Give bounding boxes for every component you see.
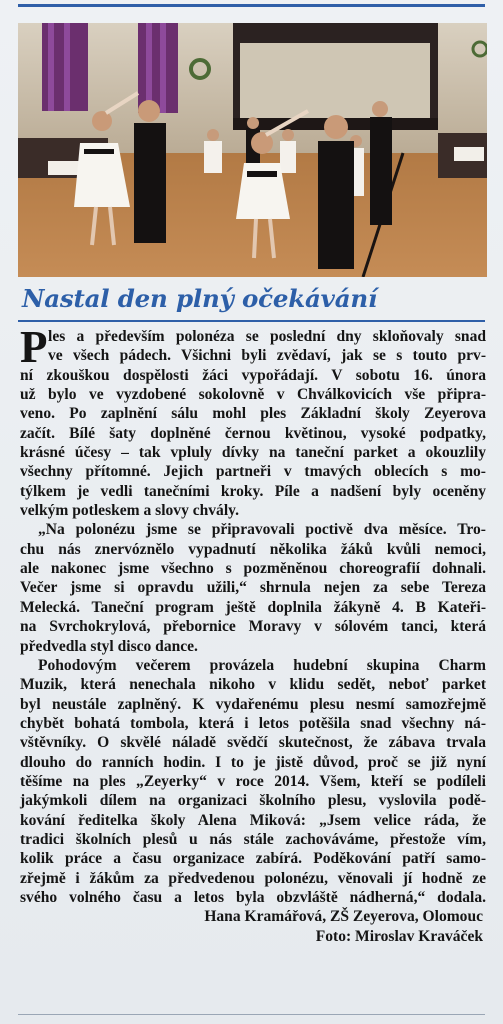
article-photo [18,23,487,277]
article-headline: Nastal den plný očekávání [22,284,378,313]
article-line: těšíme na ples „Zeyerky“ v roce 2014. Všem, kteří se podíleli [20,772,486,790]
dance-photo-illustration [18,23,487,277]
article-line: ve všech pádech. Všichni byli zvědaví, jak se s touto prv- [48,347,486,365]
article-line: kování ředitelka školy Alena Miková: „Jsem velice ráda, že [20,811,486,829]
article-line: ní zkouškou dospělosti žáci vypořádají. V sobotu 16. února [20,366,486,384]
article-line: jakýmkoli dílem na organizaci školního plesu, vyslovila podě- [20,792,486,810]
article-line: „Na polonézu jsme se připravovali poctivě dva měsíce. Tro- [38,521,486,539]
article-line: Pohodovým večerem provázela hudební skupina Charm [38,656,486,674]
article-line: Večer jsme si opravdu užili,“ shrnula nejen za sebe Tereza [20,579,486,597]
bottom-rule [18,1014,485,1015]
article-line: všechny přítomné. Jejich partneři v tmavých oblecích s mo- [20,463,486,481]
article-line: krásné účesy – tak vpluly dívky na taneční parket a okouzlily [20,444,486,462]
author-credit: Hana Kramářová, ZŠ Zeyerova, Olomouc [204,908,483,926]
article-line: byl neustále zaplněný. K vydařenému plesu nesmí samozřejmě [20,695,486,713]
top-rule [18,4,485,7]
article-line: zřejmě i žákům za předvedenou polonézu, věnovali jí hodně ze [20,869,486,887]
article-line: začít. Bílé šaty doplněné černou květinou, vysoké podpatky, [20,424,486,442]
article-line: týlkem je vedli tanečními kroky. Píle a nadšení byly oceněny [20,482,486,500]
article-line: ale nakonec jsme všechno s pozměněnou choreografií dohnali. [20,560,486,578]
article-body [20,322,486,946]
article-line: chu nás znervóznělo vypadnutí několika žáků kvůli nemoci, [20,540,486,558]
dropcap: P [20,322,48,372]
article-line: velkým potleskem a slovy chvály. [20,502,239,520]
article-line: Melecká. Taneční program ještě doplnila žákyně 4. B Kateři- [20,598,486,616]
article-line: předvedla styl disco dance. [20,637,198,655]
photo-credit: Foto: Miroslav Kraváček [315,927,483,945]
article-line: dlouho do ranních hodin. I to je jistě důvod, proč se již nyní [20,753,486,771]
article-line: chybět bohatá tombola, která i letos potěšila snad všechny ná- [20,714,486,732]
article-line: už bylo ve vyzdobené sokolovně v Chválkovicích vše připra- [20,386,486,404]
article-line: svého volného času a letos byla obzvláště nádherná,“ dodala. [20,888,486,906]
article-line: veno. Po zaplnění sálu mohl ples Základní školy Zeyerova [20,405,486,423]
headline-rule [18,320,485,322]
article-line: Muzik, která nenechala nikoho v klidu sedět, neboť parket [20,676,486,694]
article-line: kolik práce a času organizace zabírá. Poděkování patří samo- [20,850,486,868]
article-line: les a především polonéza se poslední dny skloňovaly snad [48,328,486,345]
article-line: vštěvníky. O skvělé náladě svědčí skutečnost, že zábava trvala [20,734,486,752]
article-line: tradici školních plesů u nás stále zachováváme, přestože vím, [20,830,486,848]
article-line: na Svrchokrylová, přebornice Moravy v sólovém tanci, která [20,618,486,636]
